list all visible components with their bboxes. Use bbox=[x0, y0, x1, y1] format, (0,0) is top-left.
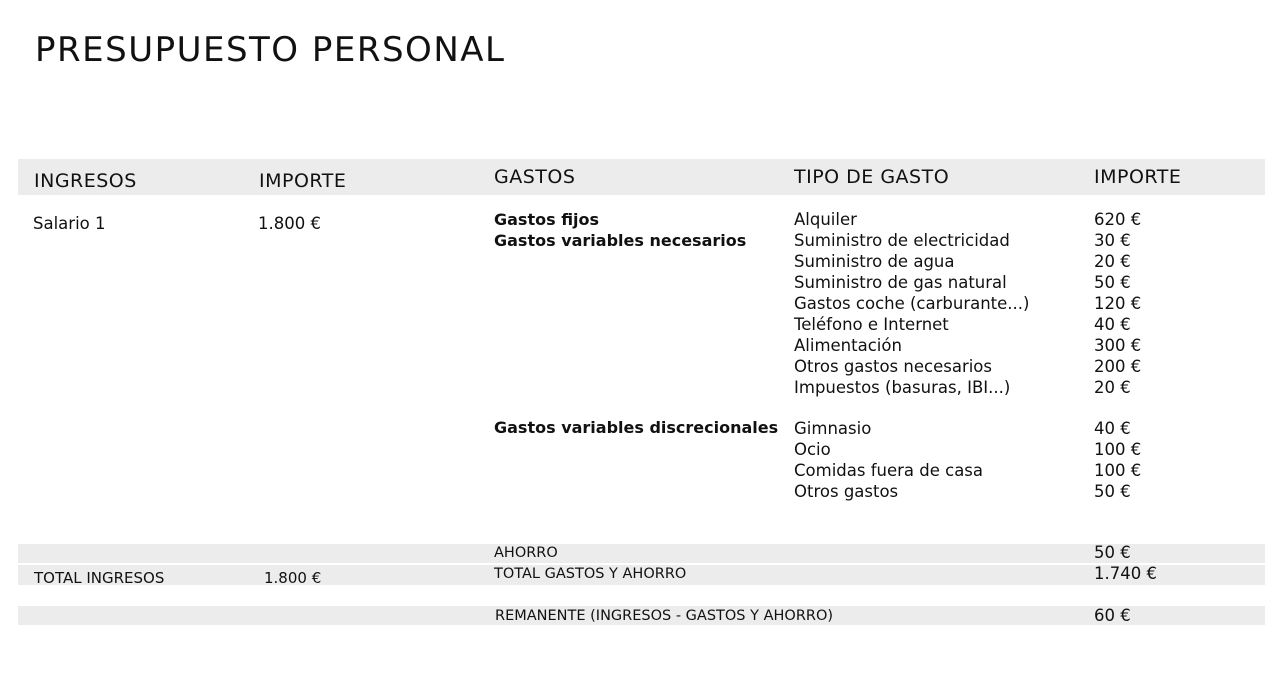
category-gastos-fijos: Gastos fijos bbox=[494, 210, 600, 229]
gasto-importe: 100 € bbox=[1094, 440, 1142, 459]
gasto-tipo: Alimentación bbox=[794, 336, 902, 355]
category-gastos-variables-necesarios: Gastos variables necesarios bbox=[494, 231, 747, 250]
header-band bbox=[18, 159, 1265, 195]
total-gastos-label: TOTAL GASTOS Y AHORRO bbox=[494, 566, 687, 582]
remanente-label: REMANENTE (INGRESOS - GASTOS Y AHORRO) bbox=[495, 608, 834, 624]
gasto-importe: 50 € bbox=[1094, 482, 1131, 501]
ahorro-label: AHORRO bbox=[494, 545, 558, 561]
gasto-tipo: Suministro de electricidad bbox=[794, 231, 1010, 250]
header-importe-ingresos: IMPORTE bbox=[259, 170, 347, 192]
gasto-importe: 120 € bbox=[1094, 294, 1142, 313]
gasto-tipo: Gastos coche (carburante...) bbox=[794, 294, 1030, 313]
gasto-importe: 30 € bbox=[1094, 231, 1131, 250]
header-ingresos: INGRESOS bbox=[34, 170, 137, 192]
gasto-importe: 300 € bbox=[1094, 336, 1142, 355]
gasto-tipo: Otros gastos necesarios bbox=[794, 357, 992, 376]
gasto-tipo: Alquiler bbox=[794, 210, 857, 229]
gasto-tipo: Impuestos (basuras, IBI...) bbox=[794, 378, 1011, 397]
total-gastos-value: 1.740 € bbox=[1094, 564, 1157, 583]
total-ingresos-label: TOTAL INGRESOS bbox=[34, 569, 165, 587]
gasto-importe: 20 € bbox=[1094, 252, 1131, 271]
header-gastos: GASTOS bbox=[494, 166, 576, 188]
ahorro-value: 50 € bbox=[1094, 543, 1131, 562]
ingreso-amount: 1.800 € bbox=[258, 214, 321, 233]
gasto-tipo: Gimnasio bbox=[794, 419, 872, 438]
ahorro-band bbox=[18, 544, 1265, 563]
header-importe-gastos: IMPORTE bbox=[1094, 166, 1182, 188]
category-gastos-variables-discrecionales: Gastos variables discrecionales bbox=[494, 418, 779, 437]
remanente-value: 60 € bbox=[1094, 606, 1131, 625]
gasto-tipo: Ocio bbox=[794, 440, 831, 459]
gasto-importe: 20 € bbox=[1094, 378, 1131, 397]
ingreso-label: Salario 1 bbox=[33, 214, 106, 233]
gasto-tipo: Comidas fuera de casa bbox=[794, 461, 984, 480]
gasto-tipo: Suministro de agua bbox=[794, 252, 955, 271]
gasto-tipo: Otros gastos bbox=[794, 482, 899, 501]
page-title: PRESUPUESTO PERSONAL bbox=[35, 30, 506, 70]
gasto-tipo: Teléfono e Internet bbox=[794, 315, 949, 334]
gasto-importe: 200 € bbox=[1094, 357, 1142, 376]
gasto-importe: 50 € bbox=[1094, 273, 1131, 292]
gasto-importe: 40 € bbox=[1094, 315, 1131, 334]
gasto-importe: 100 € bbox=[1094, 461, 1142, 480]
total-ingresos-value: 1.800 € bbox=[264, 569, 322, 587]
gasto-tipo: Suministro de gas natural bbox=[794, 273, 1007, 292]
gasto-importe: 620 € bbox=[1094, 210, 1142, 229]
header-tipo-gasto: TIPO DE GASTO bbox=[794, 166, 950, 188]
gasto-importe: 40 € bbox=[1094, 419, 1131, 438]
